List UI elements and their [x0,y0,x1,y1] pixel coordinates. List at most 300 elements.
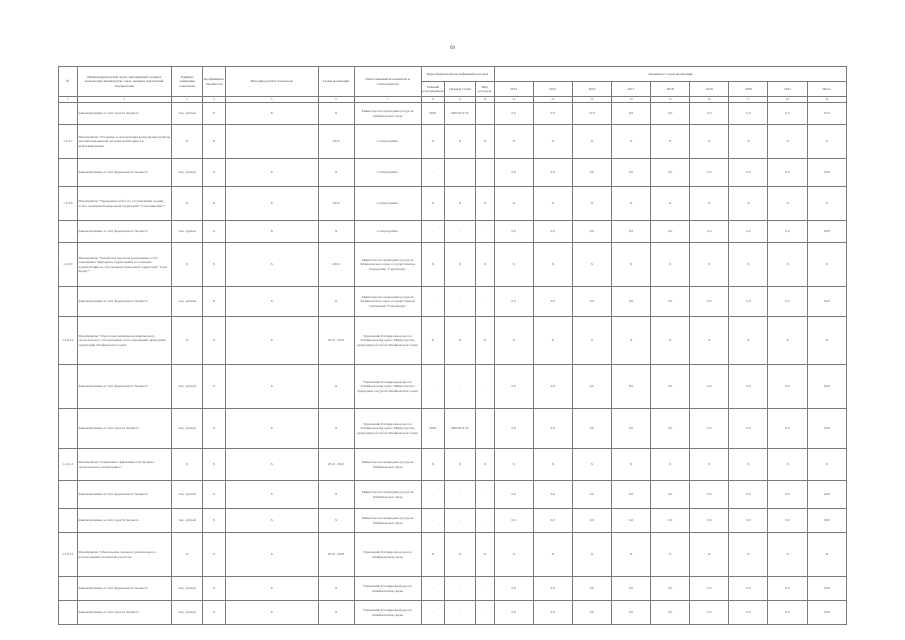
header-year: Итого [807,82,846,97]
row-responsible-cell: Управление Росприроднадзора по Забайкальскому краю; Министерство природных ресурсов Забайкальского края [354,365,421,409]
row-term-cell: 2019 [318,187,354,221]
row-responsible-cell: Управление Росприроднадзора по Забайкальскому краю [354,577,421,601]
column-index-cell: 16 [690,97,729,103]
row-unit-cell: X [172,533,203,577]
row-budget-cell: - [421,287,445,317]
row-value-cell: X [768,533,807,577]
row-name-cell: Мероприятие "Разработка проектов размещения особо охраняемых природных территорий и составление документации по обеспечению природной территории "Горы Кодар"" [77,243,172,287]
row-budget-cell: - [445,481,476,509]
row-budget-cell [476,103,495,125]
header-year: 2020 [729,82,768,97]
row-unit-cell: X [172,187,203,221]
row-name-cell: финансирование за счёт федерального бюджета [77,365,172,409]
header-method: Методика расчёта показателя [225,67,318,97]
row-coef-cell: X [203,509,226,533]
row-budget-cell: X [476,449,495,481]
column-index-cell: 18 [768,97,807,103]
row-value-cell: 0,0 [651,103,690,125]
row-value-cell: X [533,187,572,221]
row-budget-cell: X [421,187,445,221]
table-row [59,601,847,625]
row-number-cell: 1.2.9.9 [59,243,78,287]
row-budget-cell: 0005 [421,103,445,125]
header-year: 2014 [494,82,533,97]
row-coef-cell: X [203,317,226,365]
row-value-cell: X [729,243,768,287]
row-value-cell: 0,0 [533,365,572,409]
row-value-cell: 0,00 [807,365,846,409]
row-number-cell: 1.2.9.7 [59,125,78,159]
row-coef-cell: X [203,409,226,449]
row-value-cell: 0,0 [651,577,690,601]
row-term-cell: X [318,287,354,317]
row-unit-cell: тыс. рублей [172,481,203,509]
row-budget-cell: 0005 [421,409,445,449]
row-value-cell: 0,0 [768,409,807,449]
row-value-cell: 0,0 [533,287,572,317]
row-number-cell [59,509,78,533]
header-unit: Единица измерения показателя [172,67,203,97]
row-value-cell: X [807,449,846,481]
row-value-cell: 0,0 [494,481,533,509]
header-responsible: Ответственный исполнитель и соисполнители [354,67,421,97]
row-value-cell: X [807,125,846,159]
row-value-cell: X [651,243,690,287]
row-value-cell: X [807,243,846,287]
row-value-cell: X [768,449,807,481]
row-name-cell: Мероприятие "Установка и эксплуатация контрольных пунктов автоматизированной системы мониторинга и информирования" [77,125,172,159]
header-name: Наименование целей, задач, мероприятий, целевых показателей, индикаторов, задач, целевых показателей, подпрограмм [77,67,172,97]
row-value-cell: 0,0 [690,287,729,317]
row-value-cell: 0,0 [768,287,807,317]
row-value-cell: 0,0 [729,287,768,317]
column-index-cell: 5 [225,97,318,103]
row-value-cell: 0,0 [729,221,768,243]
row-responsible-cell: Министерство природных ресурсов Забайкальского края [354,481,421,509]
row-number-cell [59,577,78,601]
row-value-cell: X [572,449,611,481]
row-value-cell: X [611,243,650,287]
row-value-cell: 0,0 [572,601,611,625]
row-term-cell: X [318,409,354,449]
row-value-cell: 0,0 [533,577,572,601]
row-budget-cell: - [445,287,476,317]
row-budget-cell: X [476,243,495,287]
row-value-cell: 0,0 [494,409,533,449]
row-unit-cell: X [172,125,203,159]
row-coef-cell: X [203,365,226,409]
table-row [59,577,847,601]
row-budget-cell: - [421,601,445,625]
row-budget-cell: - [445,577,476,601]
row-value-cell: 0,0 [768,221,807,243]
row-value-cell: X [494,243,533,287]
row-value-cell: 0,0 [651,509,690,533]
row-budget-cell: - [445,509,476,533]
row-value-cell: X [729,449,768,481]
row-method-cell: X [225,409,318,449]
row-method-cell: X [225,187,318,221]
row-budget-cell: X [476,187,495,221]
row-value-cell: 0,0 [494,159,533,187]
row-value-cell: 0,0 [611,577,650,601]
row-term-cell: 2019 [318,125,354,159]
row-value-cell: X [572,317,611,365]
row-coef-cell: X [203,533,226,577]
row-budget-cell: - [421,481,445,509]
row-number-cell [59,103,78,125]
row-value-cell: 10,0 [572,103,611,125]
row-value-cell: X [768,317,807,365]
row-budget-cell: X [476,533,495,577]
row-value-cell: 0,0 [768,481,807,509]
row-budget-cell: X [445,317,476,365]
row-value-cell: 0,0 [651,287,690,317]
row-value-cell: 0,0 [494,365,533,409]
row-budget-cell: 0820521С7С [445,103,476,125]
row-value-cell: 0,0 [729,577,768,601]
row-value-cell: X [533,533,572,577]
row-term-cell: X [318,159,354,187]
header-budget-col: Вид расходов [476,82,495,97]
row-value-cell: 0,0 [611,509,650,533]
row-value-cell: X [572,125,611,159]
row-name-cell: финансирование за счёт федерального бюджета [77,221,172,243]
table-row [59,317,847,365]
row-value-cell: X [611,449,650,481]
row-value-cell: 0,00 [807,509,846,533]
row-value-cell: X [729,317,768,365]
row-value-cell: X [572,187,611,221]
row-budget-cell: - [476,221,495,243]
row-value-cell: 0,0 [651,601,690,625]
row-value-cell: X [690,187,729,221]
header-coef: Коэффициент значимости [203,67,226,97]
row-budget-cell [476,159,495,187]
row-value-cell: X [494,449,533,481]
row-value-cell: X [611,125,650,159]
row-name-cell: Мероприятие "Обеспечение охраны и рационального использования охотничьих ресурсов" [77,533,172,577]
row-value-cell: 0,0 [533,509,572,533]
row-value-cell: 0,0 [768,601,807,625]
row-value-cell: X [494,317,533,365]
row-value-cell: X [651,317,690,365]
row-value-cell: 0,00 [807,287,846,317]
row-budget-cell: X [445,187,476,221]
row-value-cell: 0,0 [494,601,533,625]
row-value-cell: X [651,449,690,481]
row-value-cell: 0,0 [651,221,690,243]
row-value-cell: X [807,317,846,365]
row-unit-cell: тыс. рублей [172,159,203,187]
row-budget-cell: - [476,481,495,509]
row-value-cell: X [533,317,572,365]
row-budget-cell: X [476,125,495,159]
header-year: 2018 [651,82,690,97]
row-value-cell: X [768,125,807,159]
row-responsible-cell: Госпрограмма [354,187,421,221]
row-budget-cell: X [421,449,445,481]
row-value-cell: 0,0 [690,159,729,187]
row-value-cell: 0,0 [533,601,572,625]
row-coef-cell: X [203,481,226,509]
row-method-cell: X [225,449,318,481]
page-number: 69 [450,46,455,51]
column-index-cell: 10 [476,97,495,103]
header-year: 2019 [690,82,729,97]
row-value-cell: 0,0 [651,159,690,187]
row-value-cell: X [494,533,533,577]
row-value-cell: 0,0 [729,103,768,125]
table-row [59,533,847,577]
row-value-cell: X [729,125,768,159]
row-number-cell [59,221,78,243]
row-value-cell: X [768,243,807,287]
header-year: 2015 [533,82,572,97]
row-method-cell: X [225,159,318,187]
row-method-cell: X [225,317,318,365]
row-method-cell: X [225,601,318,625]
row-value-cell: 0,0 [611,103,650,125]
row-coef-cell: X [203,449,226,481]
row-value-cell: 0,00 [807,481,846,509]
header-year: 2021 [768,82,807,97]
row-unit-cell: тыс. рублей [172,221,203,243]
row-budget-cell: - [421,159,445,187]
row-value-cell: 0,0 [729,509,768,533]
row-value-cell: X [611,533,650,577]
column-index-cell: 3 [172,97,203,103]
row-unit-cell: тыс. рублей [172,287,203,317]
row-value-cell: 0,0 [533,103,572,125]
row-term-cell: 2019 - 2021 [318,449,354,481]
row-method-cell: X [225,577,318,601]
row-value-cell: 0,0 [572,481,611,509]
row-budget-cell: - [476,601,495,625]
row-value-cell: 0,00 [807,409,846,449]
row-budget-cell [476,409,495,449]
row-value-cell: 0,0 [611,159,650,187]
column-index-cell: 9 [445,97,476,103]
column-index-cell: 6 [318,97,354,103]
column-index-cell: 2 [77,97,172,103]
row-budget-cell: - [476,577,495,601]
row-term-cell: 2019 [318,243,354,287]
row-budget-cell: - [421,221,445,243]
row-unit-cell: тыс. рублей [172,365,203,409]
row-value-cell: X [690,243,729,287]
column-index-cell: 13 [572,97,611,103]
row-budget-cell [445,159,476,187]
row-value-cell: 0,0 [768,159,807,187]
row-method-cell: X [225,533,318,577]
row-method-cell: X [225,103,318,125]
table-row [59,365,847,409]
row-responsible-cell: Министерство природных ресурсов Забайкальского края [354,509,421,533]
row-value-cell: 0,0 [768,509,807,533]
row-value-cell: X [651,125,690,159]
row-name-cell: финансирование за счёт федерального бюджета [77,159,172,187]
row-number-cell: 1.2.9.8 [59,187,78,221]
row-budget-cell: X [445,533,476,577]
row-budget-cell: - [445,365,476,409]
row-budget-cell: X [421,125,445,159]
row-value-cell: 0,0 [651,481,690,509]
row-value-cell: 0,0 [768,577,807,601]
row-budget-cell: X [445,243,476,287]
row-value-cell: 0,0 [729,601,768,625]
row-value-cell: X [729,187,768,221]
row-value-cell: 0,0 [494,221,533,243]
table-body [59,103,847,625]
row-value-cell: 0,0 [533,159,572,187]
row-value-cell: 0,0 [572,365,611,409]
row-budget-cell: - [445,601,476,625]
table-row [59,409,847,449]
row-number-cell [59,365,78,409]
row-budget-cell: - [421,509,445,533]
row-value-cell: 0,0 [690,409,729,449]
row-name-cell: финансирование за счёт федерального бюджета [77,577,172,601]
column-index-cell: 1 [59,97,78,103]
row-responsible-cell: Госпрограмма [354,159,421,187]
row-responsible-cell: Управление Росприроднадзора по Забайкальскому краю [354,601,421,625]
column-index-cell: 4 [203,97,226,103]
row-method-cell: X [225,221,318,243]
header-year: 2016 [572,82,611,97]
row-value-cell: 0,0 [690,221,729,243]
row-method-cell: X [225,365,318,409]
table-row [59,481,847,509]
row-term-cell: X [318,601,354,625]
row-value-cell: 0,0 [611,409,650,449]
row-value-cell: X [533,125,572,159]
row-name-cell: финансирование за счёт средств бюджета [77,509,172,533]
table-row [59,221,847,243]
table-row [59,243,847,287]
column-index-cell: 14 [611,97,650,103]
row-value-cell: 0,0 [572,409,611,449]
row-budget-cell: - [476,365,495,409]
row-unit-cell: тыс. рублей [172,103,203,125]
row-coef-cell: X [203,577,226,601]
row-value-cell: 0,0 [494,577,533,601]
row-number-cell: 1.2.9.10 [59,317,78,365]
row-value-cell: X [690,317,729,365]
row-responsible-cell: Министерство природных ресурсов Забайкальского края [354,103,421,125]
column-index-cell: 19 [807,97,846,103]
row-coef-cell: X [203,287,226,317]
row-value-cell: 0,0 [572,221,611,243]
row-number-cell [59,287,78,317]
row-value-cell: 0,0 [533,221,572,243]
table-row [59,287,847,317]
row-value-cell: X [611,187,650,221]
row-budget-cell: - [421,365,445,409]
row-value-cell: 0,0 [768,103,807,125]
table-row [59,449,847,481]
header-row [59,67,847,82]
row-unit-cell: X [172,317,203,365]
row-name-cell: финансирование за счёт средств бюджета [77,103,172,125]
column-index-cell: 11 [494,97,533,103]
row-value-cell: 0,0 [651,365,690,409]
row-name-cell: Мероприятие "Повышение эффективности системы экологического мониторинга" [77,449,172,481]
row-value-cell: X [690,449,729,481]
row-responsible-cell: Госпрограмма [354,221,421,243]
table-row [59,159,847,187]
row-value-cell: 0,00 [807,159,846,187]
row-unit-cell: тыс. рублей [172,409,203,449]
row-value-cell: 0,0 [729,365,768,409]
row-method-cell [225,125,318,159]
header-budget-group: Коды бюджетной классификации расходов [421,67,494,82]
row-value-cell: 0,0 [729,481,768,509]
row-value-cell: 0,0 [768,365,807,409]
header-values-group: Значения по годам реализации [494,67,846,82]
row-responsible-cell: Госпрограмма [354,125,421,159]
table-row [59,125,847,159]
row-budget-cell: X [476,317,495,365]
program-table [58,66,847,625]
row-budget-cell: X [421,317,445,365]
row-budget-cell: 0820521С7С [445,409,476,449]
row-term-cell: X [318,365,354,409]
column-index-cell: 12 [533,97,572,103]
row-value-cell: 0,0 [494,509,533,533]
row-value-cell: 0,0 [494,287,533,317]
row-responsible-cell: Управление Росприроднадзора по Забайкальскому краю; Министерство природных ресурсов Забайкальского края [354,317,421,365]
row-term-cell: 2019 - 2020 [318,533,354,577]
row-coef-cell: X [203,159,226,187]
row-value-cell: X [572,533,611,577]
row-number-cell: 1.2.9.12 [59,533,78,577]
row-method-cell: X [225,481,318,509]
row-budget-cell: - [445,221,476,243]
row-budget-cell: X [445,449,476,481]
row-name-cell: финансирование за счёт федерального бюджета [77,481,172,509]
table-row [59,509,847,533]
row-value-cell: X [729,533,768,577]
row-budget-cell: X [421,243,445,287]
row-term-cell: X [318,577,354,601]
row-budget-cell: - [476,509,495,533]
row-value-cell: 0,0 [572,577,611,601]
row-value-cell: X [807,187,846,221]
row-term-cell: X [318,221,354,243]
row-number-cell [59,601,78,625]
column-index-cell: 7 [354,97,421,103]
row-responsible-cell: Управление Росприроднадзора по Забайкальскому краю [354,533,421,577]
row-budget-cell: - [421,577,445,601]
table-row [59,187,847,221]
row-name-cell: Мероприятие "Проведение работ по установлению границ особо охраняемой природной территории "Сохондинский"" [77,187,172,221]
row-coef-cell: X [203,187,226,221]
row-term-cell: 2019 - 2021 [318,317,354,365]
row-value-cell: X [651,187,690,221]
header-year: 2017 [611,82,650,97]
row-budget-cell: - [476,287,495,317]
row-value-cell: X [533,449,572,481]
column-index-cell: 8 [421,97,445,103]
row-coef-cell: X [203,221,226,243]
row-value-cell: 0,0 [611,481,650,509]
row-term-cell: X [318,103,354,125]
row-term-cell: X [318,509,354,533]
row-value-cell: X [494,125,533,159]
row-value-cell: X [651,533,690,577]
row-method-cell: X [225,243,318,287]
